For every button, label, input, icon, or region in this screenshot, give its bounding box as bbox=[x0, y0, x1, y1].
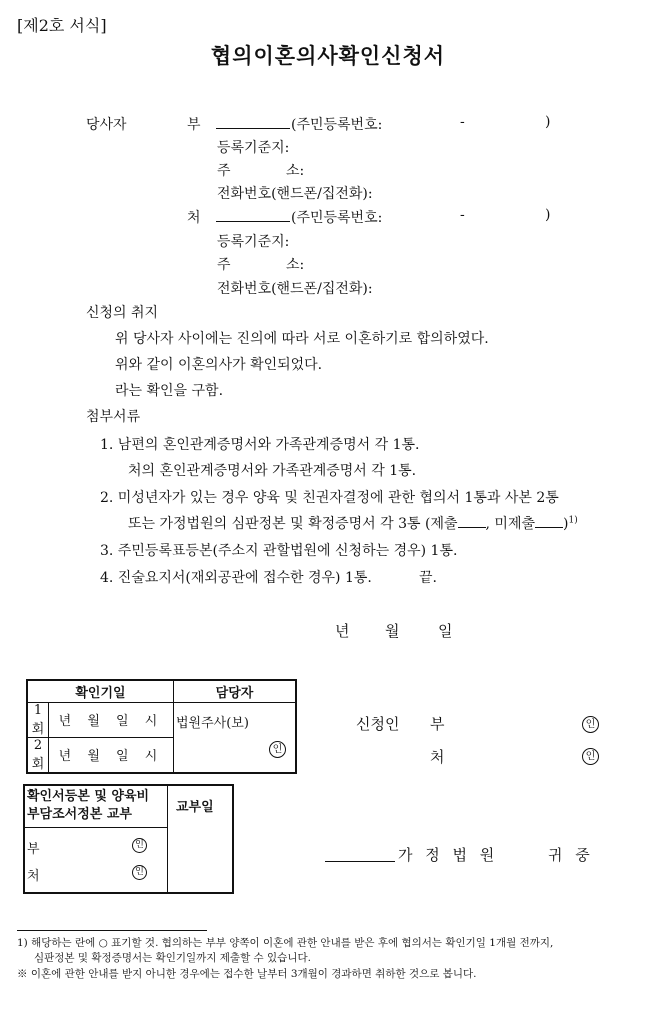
applicant-husband: 부 bbox=[430, 715, 445, 733]
delivery-table bbox=[23, 784, 234, 894]
attachment-item2-text-c: ) bbox=[563, 516, 569, 532]
wife-address-label-b: 소: bbox=[286, 257, 305, 273]
session-number: 2회 bbox=[27, 737, 49, 773]
applicant-wife: 처 bbox=[430, 748, 445, 766]
footnote-1 bbox=[17, 936, 553, 951]
footnote-marker: 1) bbox=[17, 937, 28, 949]
footnote-text: 해당하는 란에 ○ 표기할 것. 협의하는 부부 양쪽이 이혼에 관한 안내를 받은 후에 협의서는 확인기일 1개월 전까지, bbox=[31, 937, 554, 949]
confirm-date-table bbox=[26, 679, 297, 774]
officer-cell[interactable] bbox=[174, 702, 297, 773]
officer-header: 담당자 bbox=[174, 680, 297, 702]
court-name: 가 정 법 원 bbox=[398, 846, 499, 864]
husband-role: 부 bbox=[187, 117, 201, 133]
wife-registry-label: 등록기준지: bbox=[217, 234, 290, 250]
attachment-item: 3. 주민등록표등본(주소지 관할법원에 신청하는 경우) 1통. bbox=[100, 543, 458, 559]
wife-address-label-a: 주 bbox=[217, 257, 231, 273]
purpose-line: 위 당사자 사이에는 진의에 따라 서로 이혼하기로 합의하였다. bbox=[115, 331, 489, 347]
court-suffix: 귀 중 bbox=[548, 846, 594, 864]
husband-id-label: (주민등록번호: bbox=[291, 117, 383, 133]
husband-seal-icon[interactable]: 인 bbox=[582, 716, 599, 733]
date-day: 일 bbox=[438, 622, 453, 640]
wife-role: 처 bbox=[187, 210, 201, 226]
footnote-divider bbox=[17, 930, 207, 931]
session-date-field[interactable]: 년 월 일 시 bbox=[49, 702, 174, 737]
end-mark: 끝. bbox=[419, 570, 437, 586]
wife-name-field[interactable] bbox=[216, 207, 290, 222]
purpose-line: 라는 확인을 구함. bbox=[115, 383, 224, 399]
attachment-item: 4. 진술요지서(재외공관에 접수한 경우) 1통. bbox=[100, 570, 372, 586]
wife-phone-label: 전화번호(핸드폰/집전화): bbox=[217, 281, 373, 297]
applicant-label: 신청인 bbox=[356, 715, 400, 733]
delivery-date-header: 교부일 bbox=[168, 785, 234, 893]
attachments-heading: 첨부서류 bbox=[86, 409, 141, 425]
court-name-field[interactable] bbox=[325, 861, 395, 862]
delivery-husband: 부 bbox=[27, 841, 40, 857]
officer-title: 법원주사(보) bbox=[176, 715, 249, 731]
officer-seal-icon: 인 bbox=[269, 741, 286, 758]
not-submitted-blank[interactable] bbox=[535, 514, 563, 528]
attachment-item: 1. 남편의 혼인관계증명서와 가족관계증명서 각 1통. bbox=[100, 437, 420, 453]
attachment-item: 2. 미성년자가 있는 경우 양육 및 친권자결정에 관한 협의서 1통과 사본 2통 bbox=[100, 490, 559, 506]
wife-id-dash: - bbox=[460, 207, 465, 223]
husband-id-dash: - bbox=[460, 114, 465, 130]
footnote-2: ※ 이혼에 관한 안내를 받지 아니한 경우에는 접수한 날부터 3개월이 경과하면 취하한 것으로 봅니다. bbox=[17, 968, 477, 980]
husband-registry-label: 등록기준지: bbox=[217, 140, 290, 156]
wife-id-close: ) bbox=[545, 207, 551, 223]
attachment-item2-text-a: 또는 가정법원의 심판정본 및 확정증명서 각 3통 (제출 bbox=[128, 516, 458, 532]
delivery-husband-seal-icon[interactable]: 인 bbox=[132, 838, 147, 853]
session-number: 1회 bbox=[27, 702, 49, 737]
footnote-ref: 1) bbox=[568, 515, 578, 526]
wife-seal-icon[interactable]: 인 bbox=[582, 748, 599, 765]
parties-label: 당사자 bbox=[86, 117, 127, 133]
husband-phone-label: 전화번호(핸드폰/집전화): bbox=[217, 186, 373, 202]
delivery-wife-seal-icon[interactable]: 인 bbox=[132, 865, 147, 880]
husband-address-label-a: 주 bbox=[217, 163, 231, 179]
document-title: 협의이혼의사확인신청서 bbox=[210, 43, 446, 68]
date-year: 년 bbox=[335, 622, 350, 640]
husband-address-label-b: 소: bbox=[286, 163, 305, 179]
purpose-heading: 신청의 취지 bbox=[86, 305, 159, 321]
date-month: 월 bbox=[385, 622, 400, 640]
form-number: [제2호 서식] bbox=[17, 16, 107, 35]
delivery-header: 확인서등본 및 양육비 부담조서정본 교부 bbox=[24, 785, 168, 827]
submitted-blank[interactable] bbox=[458, 514, 486, 528]
husband-id-close: ) bbox=[545, 114, 551, 130]
wife-id-label: (주민등록번호: bbox=[291, 210, 383, 226]
session-date-field[interactable]: 년 월 일 시 bbox=[49, 737, 174, 773]
husband-name-field[interactable] bbox=[216, 114, 290, 129]
attachment-item-cont: 처의 혼인관계증명서와 가족관계증명서 각 1통. bbox=[128, 463, 417, 479]
delivery-wife: 처 bbox=[27, 868, 40, 884]
purpose-line: 위와 같이 이혼의사가 확인되었다. bbox=[115, 357, 323, 373]
footnote-1-cont: 심판정본 및 확정증명서는 확인기일까지 제출할 수 있습니다. bbox=[34, 952, 311, 964]
confirm-date-header: 확인기일 bbox=[27, 680, 174, 702]
delivery-recipients-cell bbox=[24, 827, 168, 893]
attachment-item-cont bbox=[128, 513, 578, 533]
attachment-item2-text-b: , 미제출 bbox=[485, 516, 536, 532]
